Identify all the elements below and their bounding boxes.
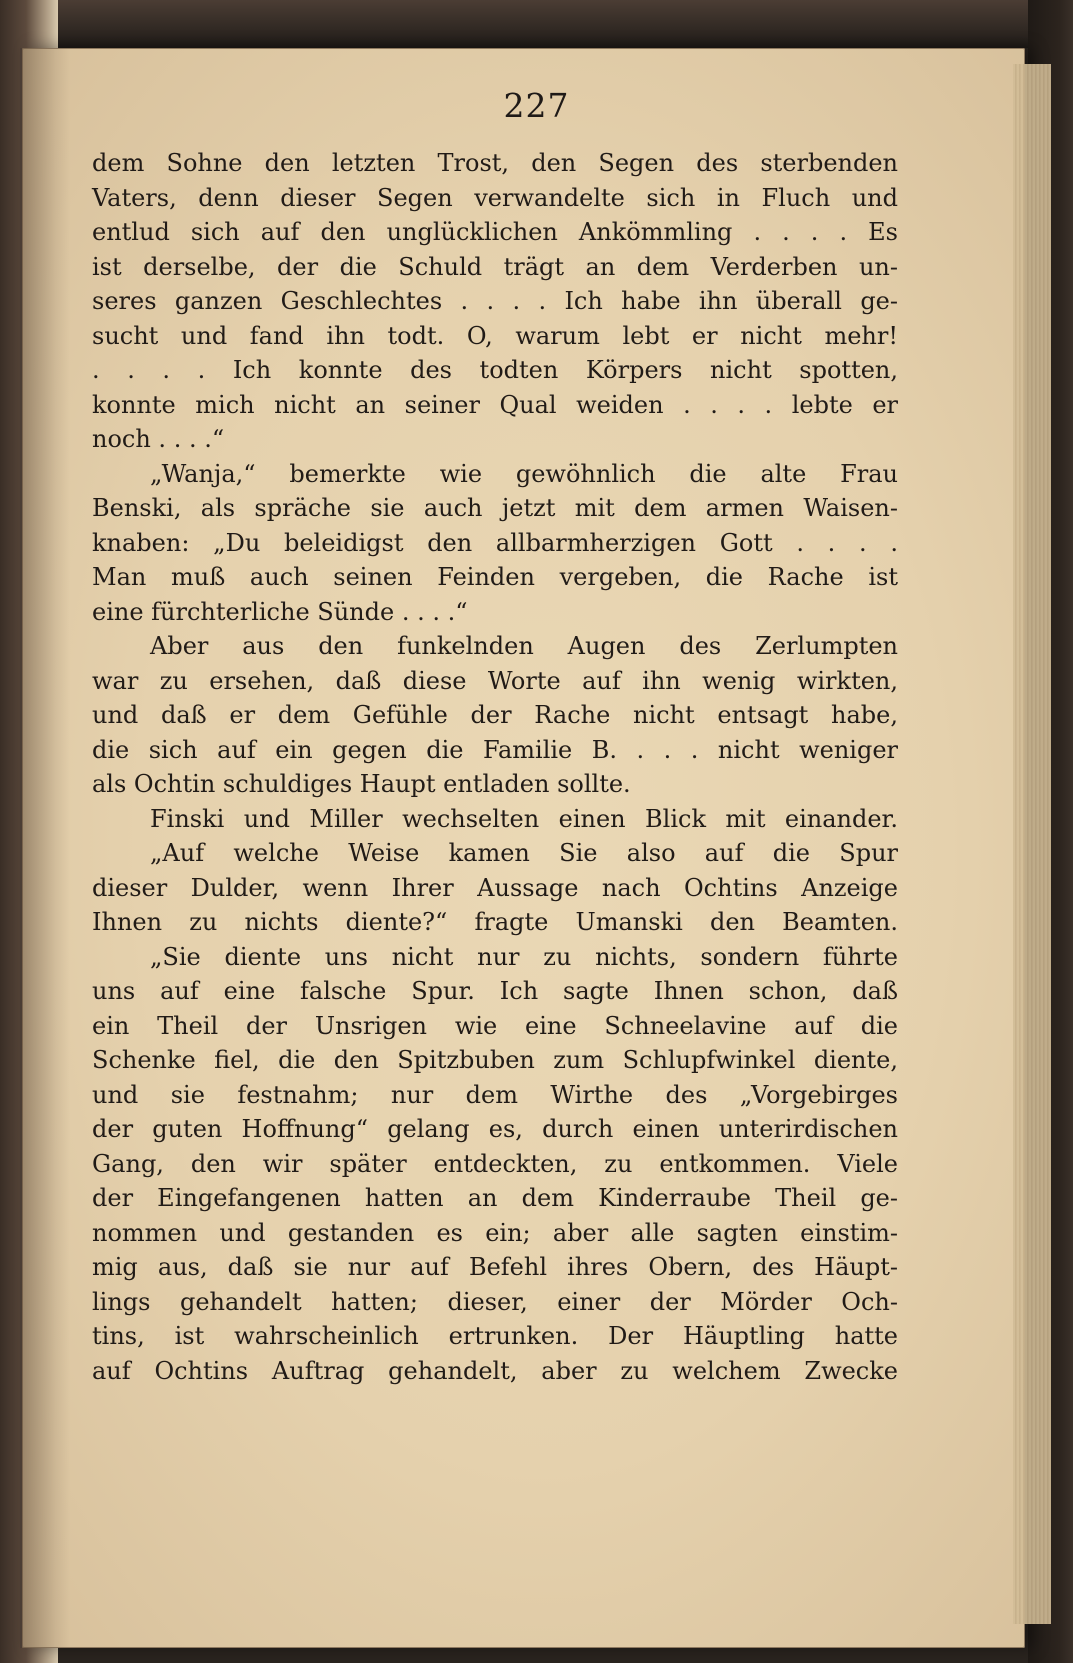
text-line: war zu ersehen, daß diese Worte auf ihn wenig wirkten, xyxy=(92,666,898,695)
text-line: und daß er dem Gefühle der Rache nicht entsagt habe, xyxy=(92,701,898,729)
text-line: ein Theil der Unsrigen wie eine Schneelavine auf die xyxy=(92,1011,898,1040)
page-edges xyxy=(1013,64,1051,1624)
text-line: der guten Hoffnung“ gelang es, durch einen unterirdischen xyxy=(92,1115,898,1143)
text-line: noch . . . .“ xyxy=(92,425,225,453)
page-number: 227 xyxy=(503,86,570,125)
text-line: entlud sich auf den unglücklichen Ankömmling . . . . Es xyxy=(92,218,898,246)
text-line: dieser Dulder, wenn Ihrer Aussage nach Ochtins Anzeige xyxy=(92,873,898,902)
text-line: . . . . Ich konnte des todten Körpers nicht spotten, xyxy=(92,356,898,384)
text-line: Gang, den wir später entdeckten, zu entkommen. Viele xyxy=(92,1149,898,1178)
text-line: eine fürchterliche Sünde . . . .“ xyxy=(92,597,468,626)
text-line: konnte mich nicht an seiner Qual weiden . . . . lebte er xyxy=(92,390,898,419)
text-line: Aber aus den funkelnden Augen des Zerlumpten xyxy=(150,632,898,660)
text-line: als Ochtin schuldiges Haupt entladen sollte. xyxy=(92,770,631,798)
text-line: „Auf welche Weise kamen Sie also auf die Spur xyxy=(150,839,898,867)
text-line: „Wanja,“ bemerkte wie gewöhnlich die alte Frau xyxy=(150,459,898,488)
text-line: mig aus, daß sie nur auf Befehl ihres Obern, des Häupt- xyxy=(92,1253,898,1281)
text-line: Man muß auch seinen Feinden vergeben, die Rache ist xyxy=(92,563,898,591)
text-line: seres ganzen Geschlechtes . . . . Ich habe ihn überall ge- xyxy=(92,287,898,315)
gutter-line xyxy=(20,48,22,1648)
text-line: Finski und Miller wechselten einen Blick mit einander. xyxy=(150,804,898,833)
text-line: Benski, als spräche sie auch jetzt mit dem armen Waisen- xyxy=(92,494,898,522)
text-line: tins, ist wahrscheinlich ertrunken. Der Häuptling hatte xyxy=(92,1322,898,1350)
text-line: und sie festnahm; nur dem Wirthe des „Vorgebirges xyxy=(92,1080,898,1109)
body-text xyxy=(92,146,898,1388)
text-line: dem Sohne den letzten Trost, den Segen des sterbenden xyxy=(92,149,898,177)
text-line: uns auf eine falsche Spur. Ich sagte Ihnen schon, daß xyxy=(92,977,898,1005)
text-line: Vaters, denn dieser Segen verwandelte sich in Fluch und xyxy=(92,183,898,212)
text-line: Schenke fiel, die den Spitzbuben zum Schlupfwinkel diente, xyxy=(92,1046,898,1074)
text-line: nommen und gestanden es ein; aber alle sagten einstim- xyxy=(92,1218,898,1247)
text-line: auf Ochtins Auftrag gehandelt, aber zu welchem Zwecke xyxy=(92,1356,898,1385)
text-line: lings gehandelt hatten; dieser, einer der Mörder Och- xyxy=(92,1287,898,1316)
text-line: Ihnen zu nichts diente?“ fragte Umanski den Beamten. xyxy=(92,908,898,936)
text-line: der Eingefangenen hatten an dem Kinderraube Theil ge- xyxy=(92,1184,898,1212)
text-line: die sich auf ein gegen die Familie B. . . . nicht weniger xyxy=(92,735,898,764)
text-line: knaben: „Du beleidigst den allbarmherzigen Gott . . . . xyxy=(92,528,898,557)
gutter-shadow xyxy=(22,48,70,1648)
text-line: ist derselbe, der die Schuld trägt an dem Verderben un- xyxy=(92,252,898,281)
text-line: „Sie diente uns nicht nur zu nichts, sondern führte xyxy=(150,942,898,971)
book-cover-top xyxy=(0,0,1073,48)
text-line: sucht und fand ihn todt. O, warum lebt er nicht mehr! xyxy=(92,321,898,350)
